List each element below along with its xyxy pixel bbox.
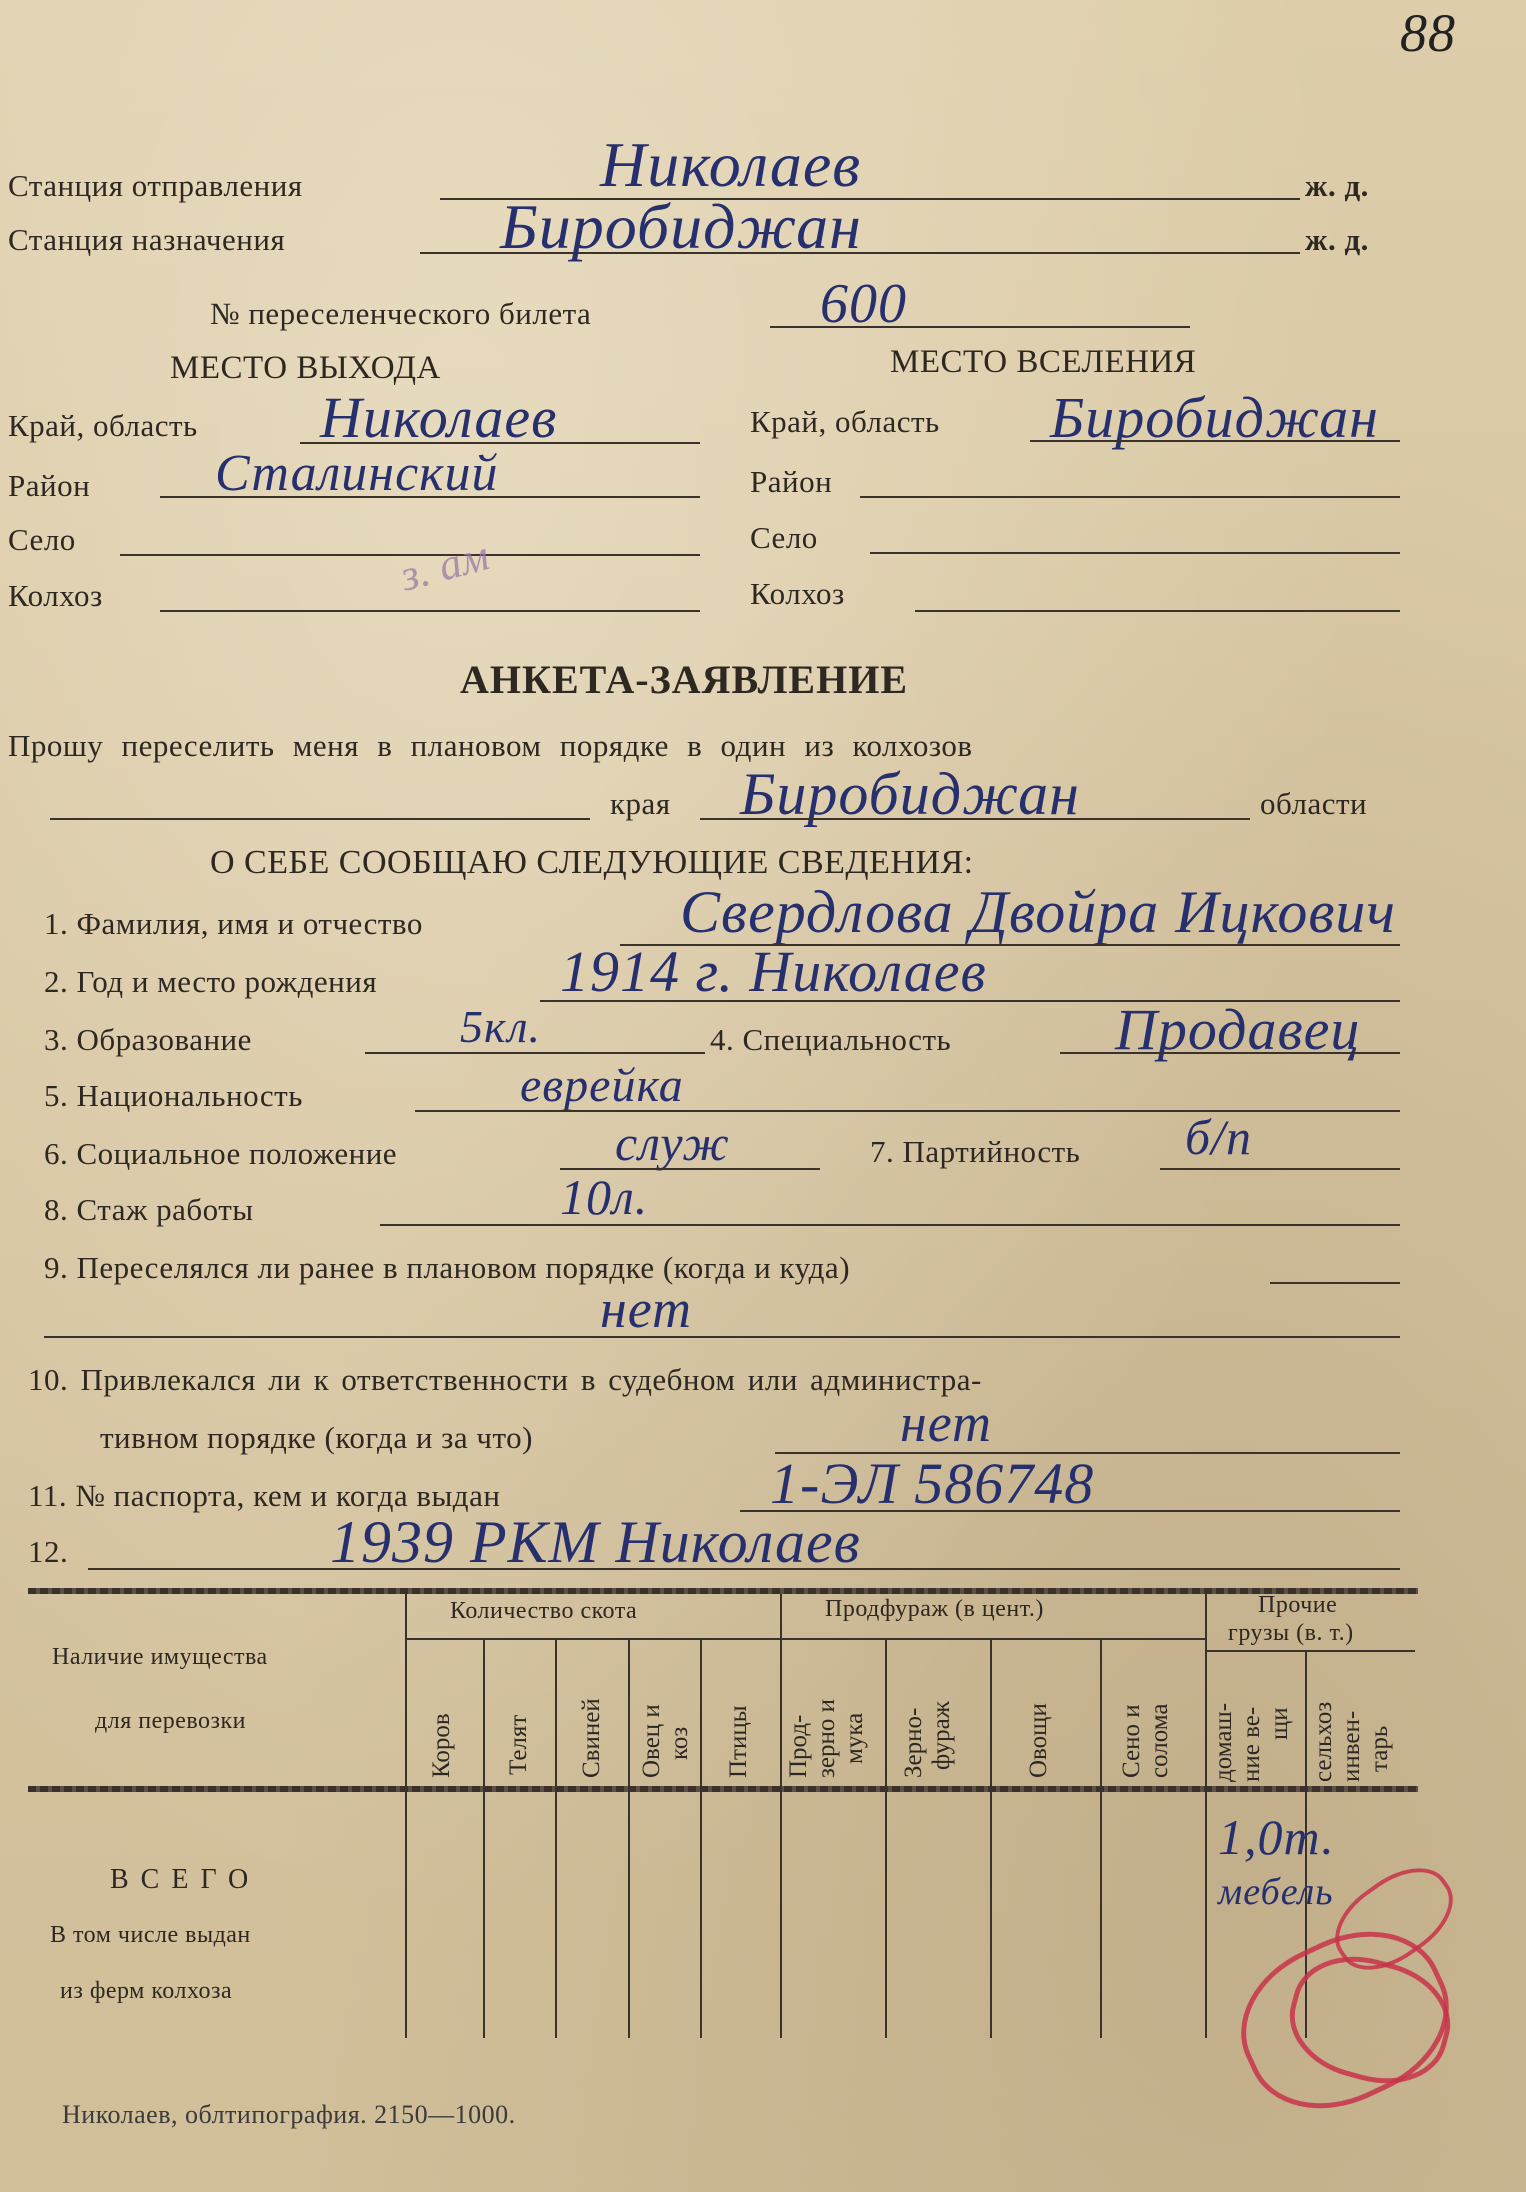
home-total-value: 1,0т.	[1218, 1809, 1335, 1865]
col-veg: Овощи	[1025, 1703, 1052, 1778]
col-hay-line2: солома	[1146, 1703, 1173, 1778]
origin-region-label: Край, область	[8, 408, 198, 443]
field-12-value: 1939 РКМ Николаев	[330, 1509, 861, 1575]
request-line1: Прошу переселить меня в плановом порядке в один из колхозов	[8, 728, 973, 763]
page-number: 88	[1400, 3, 1456, 63]
origin-title: МЕСТО ВЫХОДА	[170, 350, 441, 386]
table-top-border	[28, 1588, 1418, 1594]
field-10-value: нет	[900, 1393, 993, 1453]
ticket-label: № переселенческого билета	[210, 296, 592, 331]
col-feed-line2: фураж	[928, 1701, 955, 1770]
field-6-value: служ	[615, 1115, 730, 1171]
field-1-label: 1. Фамилия, имя и отчество	[44, 906, 423, 941]
field-7-label: 7. Партийность	[870, 1134, 1081, 1169]
dest-district-label: Район	[750, 464, 833, 499]
group-fodder: Продфураж (в цент.)	[825, 1596, 1044, 1622]
home-total-note: мебель	[1218, 1871, 1334, 1913]
field-11-label: 11. № паспорта, кем и когда выдан	[28, 1478, 501, 1513]
col-sheep-line2: коз	[666, 1726, 693, 1760]
table-row-header-line2: для перевозки	[95, 1708, 247, 1734]
group-other-line2: грузы (в. т.)	[1228, 1620, 1354, 1646]
request-kraya: края	[610, 786, 671, 821]
field-1-value: Свердлова Двойра Ицкович	[680, 879, 1396, 945]
field-4-value: Продавец	[1115, 997, 1361, 1062]
group-livestock: Количество скота	[450, 1598, 638, 1624]
field-9-value: нет	[600, 1279, 693, 1339]
origin-kolkhoz-label: Колхоз	[8, 578, 103, 613]
departure-value: Николаев	[600, 129, 861, 200]
field-3-label: 3. Образование	[44, 1022, 252, 1057]
field-7-value: б/п	[1185, 1109, 1253, 1165]
destination-title: МЕСТО ВСЕЛЕНИЯ	[890, 344, 1197, 380]
origin-village-label: Село	[8, 522, 76, 557]
field-9-label: 9. Переселялся ли ранее в плановом порядке (когда и куда)	[44, 1250, 851, 1285]
col-hay-line1: Сено и	[1118, 1704, 1145, 1778]
departure-label: Станция отправления	[8, 168, 303, 203]
dest-kolkhoz-label: Колхоз	[750, 576, 845, 611]
about-title: О СЕБЕ СООБЩАЮ СЛЕДУЮЩИЕ СВЕДЕНИЯ:	[210, 844, 974, 881]
printer-footer: Николаев, облтипография. 2150—1000.	[62, 2100, 516, 2129]
col-grain-line1: Прод-	[785, 1714, 812, 1778]
destination-rail: ж. д.	[1305, 222, 1369, 257]
destination-label: Станция назначения	[8, 222, 286, 257]
field-12-label: 12.	[28, 1534, 69, 1569]
table-total-label: ВСЕГО	[110, 1864, 261, 1895]
field-10-label-line2: тивном порядке (когда и за что)	[100, 1420, 533, 1455]
request-region-value: Биробиджан	[740, 761, 1080, 827]
dest-region-label: Край, область	[750, 404, 940, 439]
col-home-line2: ние ве-	[1238, 1706, 1265, 1782]
ticket-value: 600	[820, 273, 907, 335]
col-home-line3: щи	[1266, 1707, 1293, 1740]
field-11-value: 1-ЭЛ 586748	[770, 1451, 1095, 1516]
col-cows: Коров	[428, 1713, 455, 1778]
table-issued-line2: из ферм колхоза	[60, 1978, 233, 2004]
field-5-value: еврейка	[520, 1059, 684, 1112]
field-8-value: 10л.	[560, 1169, 649, 1225]
field-4-label: 4. Специальность	[710, 1022, 952, 1057]
field-8-label: 8. Стаж работы	[44, 1192, 254, 1227]
col-feed-line1: Зерно-	[900, 1707, 927, 1778]
col-farm-line2: инвен-	[1338, 1710, 1365, 1782]
origin-district-label: Район	[8, 468, 91, 503]
col-calves: Телят	[505, 1714, 532, 1775]
origin-district-value: Сталинский	[215, 445, 499, 502]
col-pigs: Свиней	[578, 1698, 605, 1778]
field-6-label: 6. Социальное положение	[44, 1136, 398, 1171]
field-10-label-line1: 10. Привлекался ли к ответственности в судебном или администра-	[28, 1362, 982, 1397]
dest-village-label: Село	[750, 520, 818, 555]
field-2-label: 2. Год и место рождения	[44, 964, 378, 999]
col-birds: Птицы	[725, 1705, 752, 1778]
faint-stamp: з. ам	[395, 530, 495, 601]
group-other-line1: Прочие	[1258, 1592, 1338, 1618]
departure-rail: ж. д.	[1305, 168, 1369, 203]
col-home-line1: домаш-	[1210, 1702, 1237, 1782]
table-mid-border	[28, 1786, 1418, 1792]
col-grain-line2: зерно и	[813, 1699, 840, 1778]
field-3-value: 5кл.	[460, 1001, 541, 1052]
col-grain-line3: мука	[841, 1712, 868, 1764]
table-issued-line1: В том числе выдан	[50, 1922, 251, 1948]
table-row-header-line1: Наличие имущества	[52, 1644, 268, 1670]
destination-value: Биробиджан	[500, 191, 862, 262]
col-sheep-line1: Овец и	[638, 1704, 665, 1778]
field-5-label: 5. Национальность	[44, 1078, 303, 1113]
col-farm-line3: тарь	[1366, 1725, 1393, 1772]
request-oblasti: области	[1260, 786, 1368, 821]
col-farm-line1: сельхоз	[1310, 1701, 1337, 1782]
dest-region-value: Биробиджан	[1050, 385, 1379, 450]
origin-region-value: Николаев	[320, 385, 558, 450]
form-title: АНКЕТА-ЗАЯВЛЕНИЕ	[460, 657, 909, 702]
field-2-value: 1914 г. Николаев	[560, 939, 987, 1004]
